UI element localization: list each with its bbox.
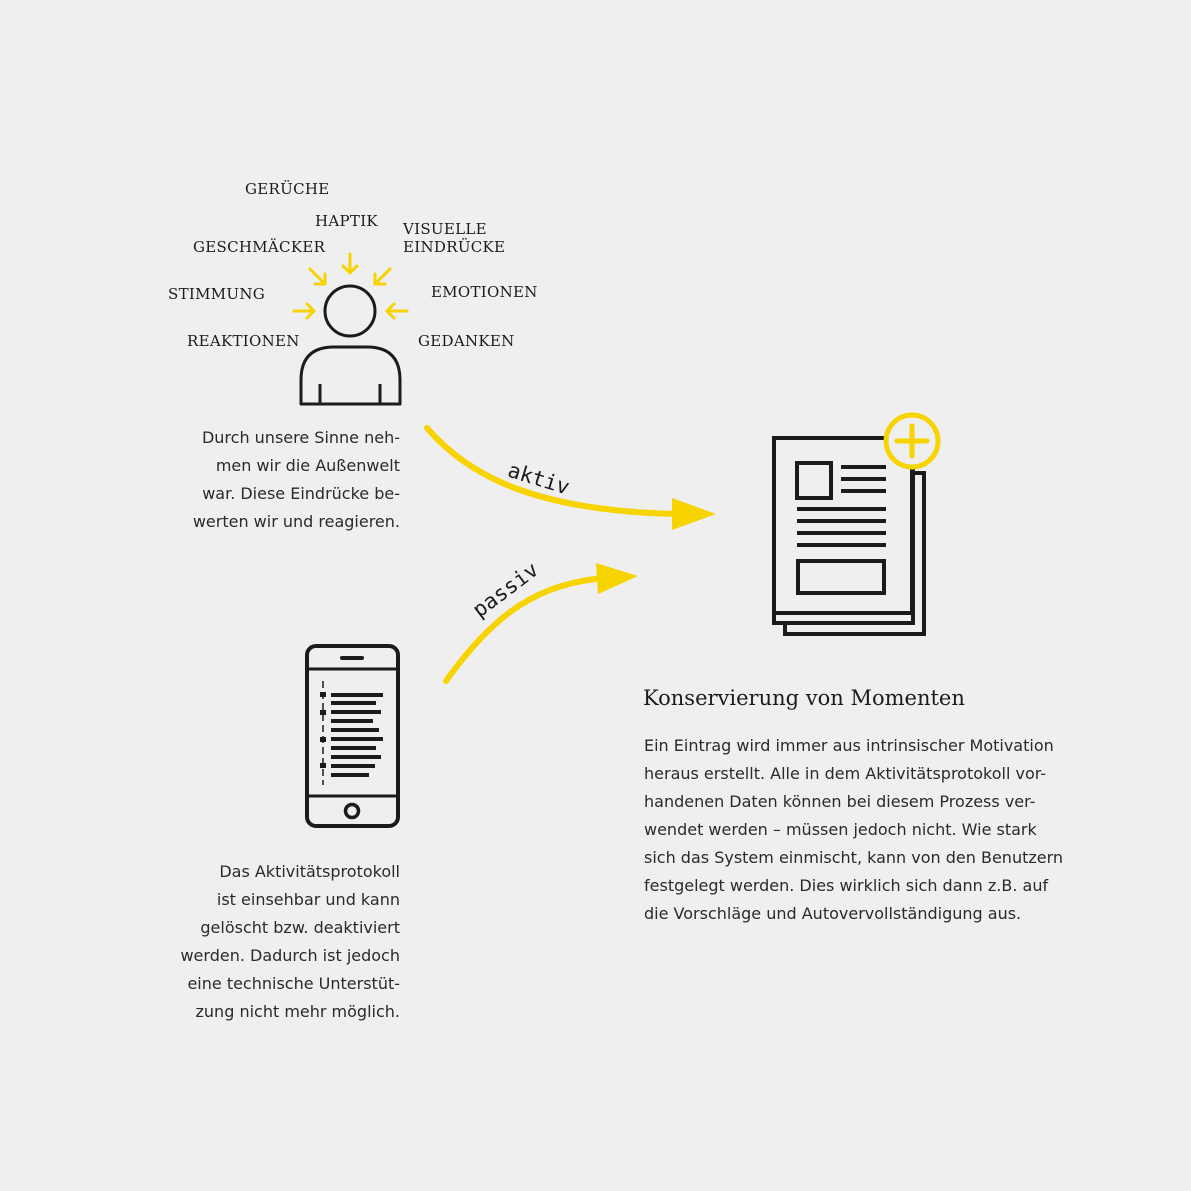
arrow-down-left-icon — [375, 269, 390, 284]
section-body-line: wendet werden – müssen jedoch nicht. Wie stark — [644, 820, 1037, 839]
section-body-line: heraus erstellt. Alle in dem Aktivitätsprotokoll vor- — [644, 764, 1047, 783]
sense-label-visuelle-line1: VISUELLE — [403, 220, 487, 238]
person-text-line: war. Diese Eindrücke be- — [202, 484, 400, 503]
phone-text-line: eine technische Unterstüt- — [187, 974, 400, 993]
phone-description — [180, 858, 400, 1026]
sense-label-visuelle-line2: EINDRÜCKE — [403, 238, 506, 256]
phone-text-line: zung nicht mehr möglich. — [195, 1002, 400, 1021]
arrow-down-right-icon — [310, 269, 325, 284]
section-body-line: die Vorschläge und Autovervollständigung aus. — [644, 904, 1022, 923]
label-aktiv: aktiv — [504, 458, 573, 500]
sense-label-stimmung: STIMMUNG — [168, 285, 266, 303]
sense-label-haptik: HAPTIK — [315, 212, 378, 230]
phone-text-line: ist einsehbar und kann — [216, 890, 400, 909]
smartphone-icon — [307, 646, 398, 826]
sense-label-gerueche: GERÜCHE — [245, 180, 330, 198]
section-body — [644, 732, 1063, 928]
person-description — [193, 424, 400, 536]
person-text-line: werten wir und reagieren. — [192, 512, 400, 531]
section-body-line: sich das System einmischt, kann von den Benutzern — [644, 848, 1064, 867]
sense-label-emotionen: EMOTIONEN — [431, 283, 538, 301]
person-text-line: men wir die Außenwelt — [215, 456, 400, 475]
arrow-right-icon — [294, 304, 314, 318]
section-body-line: festgelegt werden. Dies wirklich sich dann z.B. auf — [644, 876, 1049, 895]
phone-text-line: gelöscht bzw. deaktiviert — [200, 918, 400, 937]
phone-text-line: werden. Dadurch ist jedoch — [180, 946, 400, 965]
label-passiv: passiv — [468, 557, 544, 623]
sense-label-reaktionen: REAKTIONEN — [187, 332, 300, 350]
person-text-line: Durch unsere Sinne neh- — [201, 428, 400, 447]
plus-circle-icon — [886, 415, 938, 467]
log-lines — [331, 695, 383, 775]
section-body-line: Ein Eintrag wird immer aus intrinsischer Motivation — [644, 736, 1054, 755]
sense-label-gedanken: GEDANKEN — [418, 332, 515, 350]
arrow-down-icon — [343, 254, 357, 273]
phone-text-line: Das Aktivitätsprotokoll — [219, 862, 400, 881]
arrow-left-icon — [387, 304, 407, 318]
sense-label-geschmaecker: GESCHMÄCKER — [193, 238, 326, 256]
person-icon — [301, 286, 400, 404]
section-title: Konservierung von Momenten — [643, 686, 965, 710]
section-body-line: handenen Daten können bei diesem Prozess ver- — [644, 792, 1036, 811]
arrow-passiv — [446, 563, 638, 681]
